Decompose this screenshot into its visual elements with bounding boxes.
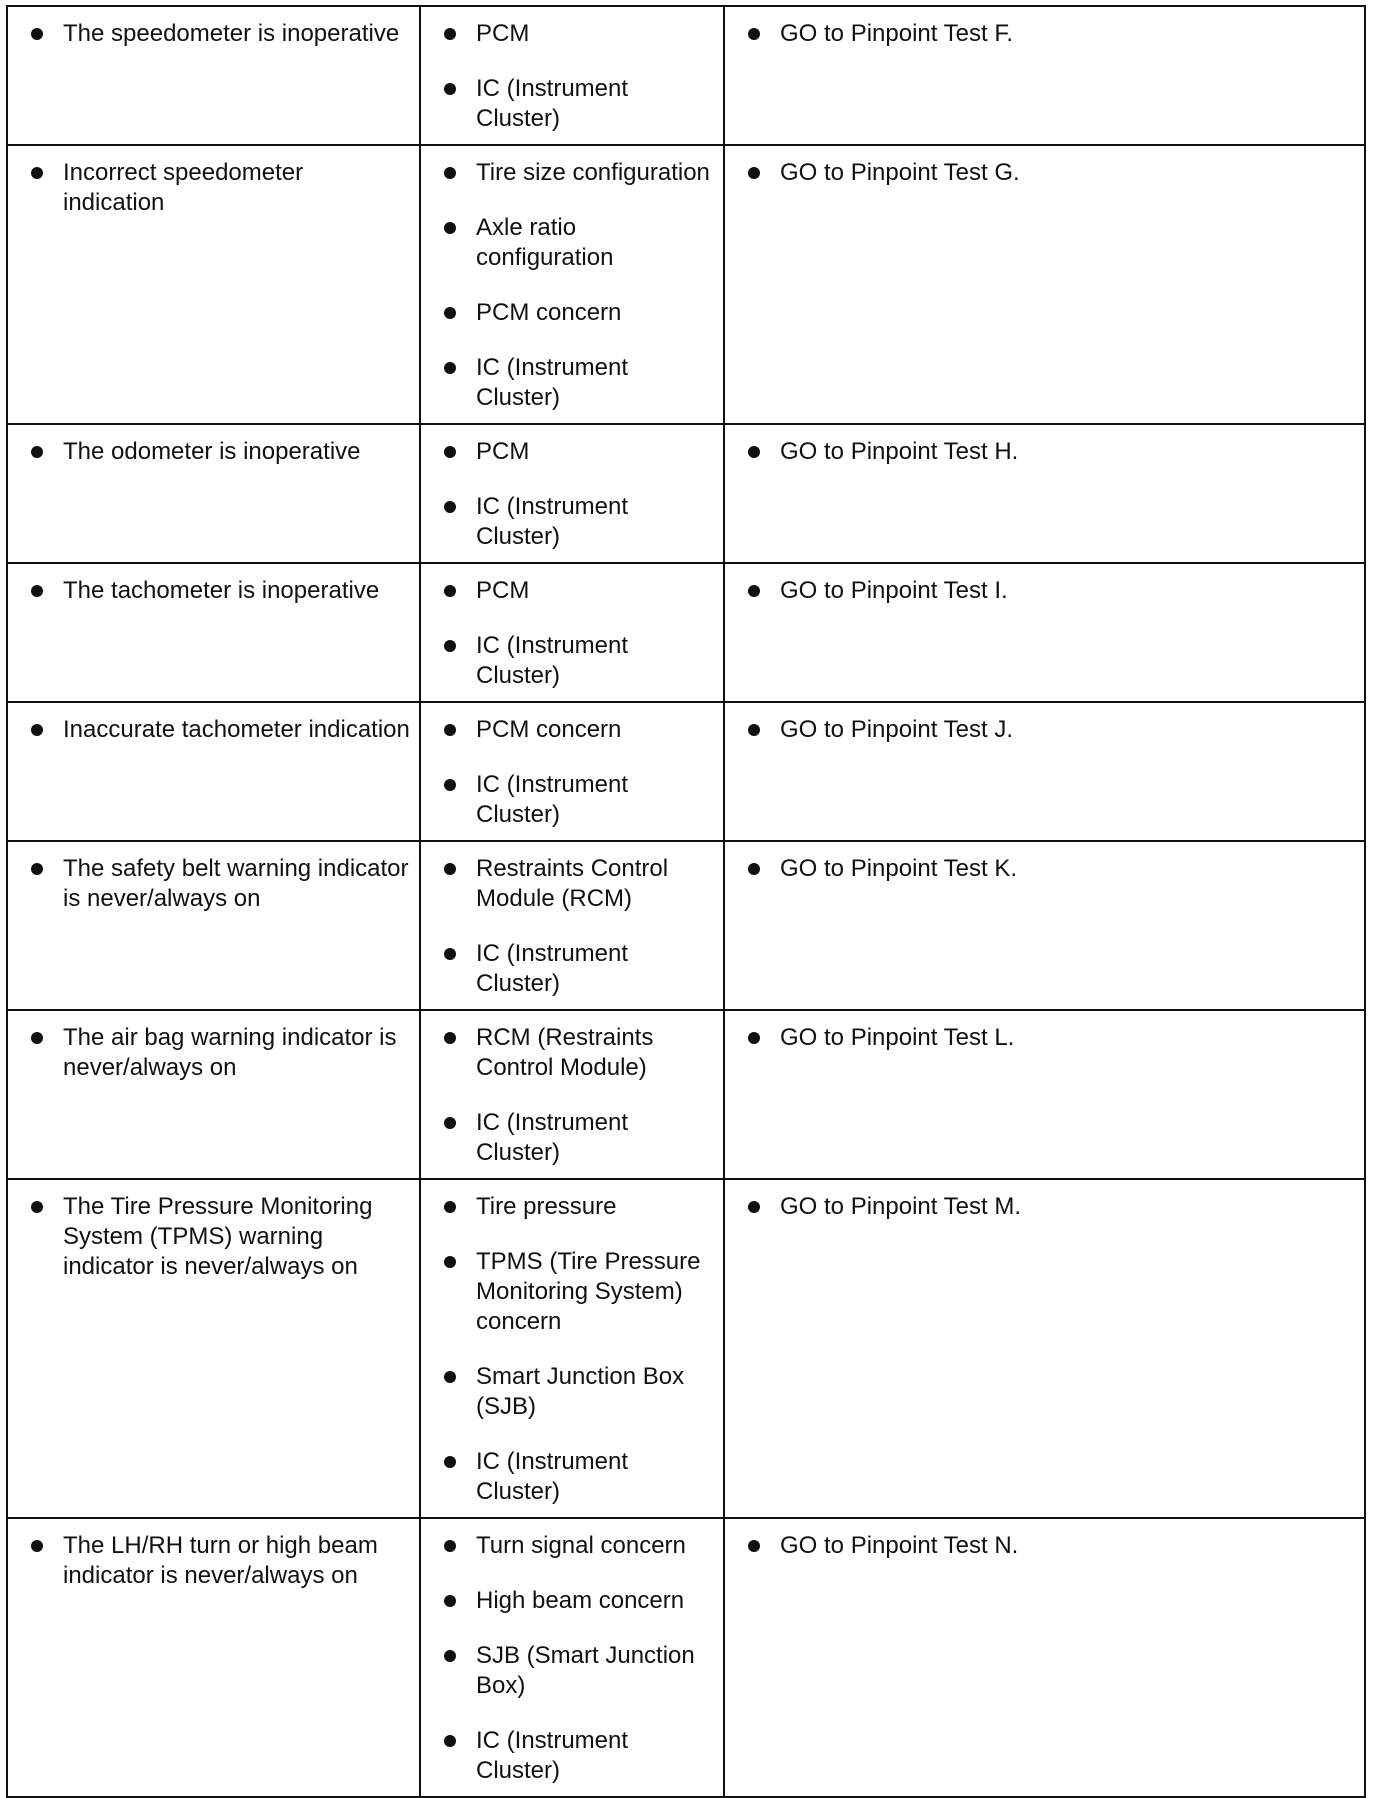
- action-cell: [724, 563, 1365, 702]
- source-item: TPMS (Tire Pressure Monitoring System) concern: [441, 1247, 715, 1337]
- bullet-icon: [444, 585, 456, 597]
- table-row: [7, 1179, 1365, 1518]
- condition-cell: [7, 1179, 420, 1518]
- bullet-icon: [748, 863, 760, 875]
- source-item: IC (Instrument Cluster): [441, 939, 715, 999]
- source-item: SJB (Smart Junction Box): [441, 1641, 715, 1701]
- source-item: PCM concern: [441, 298, 715, 328]
- action-item: GO to Pinpoint Test K.: [745, 854, 1356, 884]
- table-row: [7, 424, 1365, 563]
- bullet-icon: [444, 1540, 456, 1552]
- source-item: IC (Instrument Cluster): [441, 492, 715, 552]
- source-item: Turn signal concern: [441, 1531, 715, 1561]
- condition-item: Incorrect speedometer indication: [28, 158, 411, 218]
- condition-item: The LH/RH turn or high beam indicator is never/always on: [28, 1531, 411, 1591]
- bullet-icon: [31, 446, 43, 458]
- table-row: [7, 702, 1365, 841]
- condition-cell: [7, 424, 420, 563]
- table-row: [7, 6, 1365, 145]
- bullet-icon: [31, 1201, 43, 1213]
- action-cell: [724, 6, 1365, 145]
- source-cell: [420, 563, 724, 702]
- bullet-icon: [444, 863, 456, 875]
- bullet-icon: [748, 28, 760, 40]
- bullet-icon: [444, 1201, 456, 1213]
- table-row: [7, 841, 1365, 1010]
- bullet-icon: [444, 1456, 456, 1468]
- symptom-chart-table: [6, 5, 1366, 1798]
- action-cell: [724, 145, 1365, 424]
- action-cell: [724, 1179, 1365, 1518]
- source-item: IC (Instrument Cluster): [441, 631, 715, 691]
- condition-item: The odometer is inoperative: [28, 437, 411, 467]
- source-cell: [420, 145, 724, 424]
- bullet-icon: [31, 863, 43, 875]
- bullet-icon: [748, 585, 760, 597]
- bullet-icon: [444, 501, 456, 513]
- bullet-icon: [31, 1540, 43, 1552]
- source-item: IC (Instrument Cluster): [441, 770, 715, 830]
- bullet-icon: [444, 640, 456, 652]
- bullet-icon: [444, 83, 456, 95]
- condition-item: The safety belt warning indicator is never/always on: [28, 854, 411, 914]
- action-item: GO to Pinpoint Test M.: [745, 1192, 1356, 1222]
- bullet-icon: [444, 307, 456, 319]
- action-item: GO to Pinpoint Test N.: [745, 1531, 1356, 1561]
- source-cell: [420, 6, 724, 145]
- action-cell: [724, 1518, 1365, 1797]
- condition-cell: [7, 1010, 420, 1179]
- bullet-icon: [444, 167, 456, 179]
- action-cell: [724, 1010, 1365, 1179]
- bullet-icon: [748, 1540, 760, 1552]
- bullet-icon: [444, 362, 456, 374]
- source-item: PCM concern: [441, 715, 715, 745]
- source-item: IC (Instrument Cluster): [441, 74, 715, 134]
- condition-item: The air bag warning indicator is never/always on: [28, 1023, 411, 1083]
- condition-item: The Tire Pressure Monitoring System (TPMS) warning indicator is never/always on: [28, 1192, 411, 1282]
- condition-item: The tachometer is inoperative: [28, 576, 411, 606]
- source-item: Axle ratio configuration: [441, 213, 715, 273]
- condition-cell: [7, 841, 420, 1010]
- action-item: GO to Pinpoint Test F.: [745, 19, 1356, 49]
- source-item: Restraints Control Module (RCM): [441, 854, 715, 914]
- source-item: IC (Instrument Cluster): [441, 1726, 715, 1786]
- action-cell: [724, 841, 1365, 1010]
- action-cell: [724, 424, 1365, 563]
- action-cell: [724, 702, 1365, 841]
- bullet-icon: [444, 1371, 456, 1383]
- bullet-icon: [31, 167, 43, 179]
- bullet-icon: [31, 1032, 43, 1044]
- condition-cell: [7, 563, 420, 702]
- bullet-icon: [748, 446, 760, 458]
- source-item: PCM: [441, 437, 715, 467]
- source-cell: [420, 702, 724, 841]
- bullet-icon: [748, 1032, 760, 1044]
- bullet-icon: [748, 1201, 760, 1213]
- table-row: [7, 145, 1365, 424]
- condition-item: Inaccurate tachometer indication: [28, 715, 411, 745]
- bullet-icon: [444, 779, 456, 791]
- source-cell: [420, 1010, 724, 1179]
- source-item: IC (Instrument Cluster): [441, 1108, 715, 1168]
- table-row: [7, 563, 1365, 702]
- table-row: [7, 1518, 1365, 1797]
- source-item: Tire pressure: [441, 1192, 715, 1222]
- bullet-icon: [444, 1735, 456, 1747]
- condition-cell: [7, 145, 420, 424]
- condition-item: The speedometer is inoperative: [28, 19, 411, 49]
- bullet-icon: [444, 446, 456, 458]
- bullet-icon: [444, 1650, 456, 1662]
- action-item: GO to Pinpoint Test H.: [745, 437, 1356, 467]
- bullet-icon: [444, 948, 456, 960]
- bullet-icon: [444, 28, 456, 40]
- bullet-icon: [31, 724, 43, 736]
- bullet-icon: [31, 585, 43, 597]
- source-item: PCM: [441, 576, 715, 606]
- bullet-icon: [444, 724, 456, 736]
- condition-cell: [7, 1518, 420, 1797]
- table-row: [7, 1010, 1365, 1179]
- action-item: GO to Pinpoint Test I.: [745, 576, 1356, 606]
- source-cell: [420, 1518, 724, 1797]
- condition-cell: [7, 6, 420, 145]
- source-item: Tire size configuration: [441, 158, 715, 188]
- bullet-icon: [444, 1595, 456, 1607]
- source-item: High beam concern: [441, 1586, 715, 1616]
- source-item: RCM (Restraints Control Module): [441, 1023, 715, 1083]
- source-cell: [420, 424, 724, 563]
- bullet-icon: [444, 1256, 456, 1268]
- action-item: GO to Pinpoint Test G.: [745, 158, 1356, 188]
- source-item: PCM: [441, 19, 715, 49]
- bullet-icon: [31, 28, 43, 40]
- condition-cell: [7, 702, 420, 841]
- source-item: IC (Instrument Cluster): [441, 353, 715, 413]
- bullet-icon: [748, 167, 760, 179]
- source-item: Smart Junction Box (SJB): [441, 1362, 715, 1422]
- source-cell: [420, 1179, 724, 1518]
- source-cell: [420, 841, 724, 1010]
- bullet-icon: [444, 1117, 456, 1129]
- bullet-icon: [748, 724, 760, 736]
- source-item: IC (Instrument Cluster): [441, 1447, 715, 1507]
- action-item: GO to Pinpoint Test J.: [745, 715, 1356, 745]
- bullet-icon: [444, 222, 456, 234]
- action-item: GO to Pinpoint Test L.: [745, 1023, 1356, 1053]
- bullet-icon: [444, 1032, 456, 1044]
